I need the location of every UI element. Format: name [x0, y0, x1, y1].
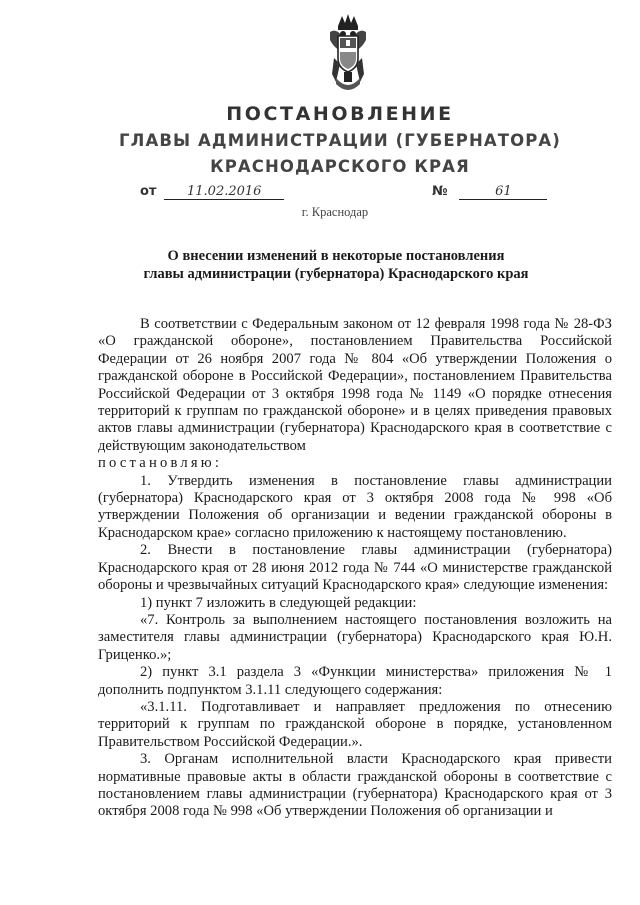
- item-2-1-paragraph: 1) пункт 7 изложить в следующей редакции:: [140, 594, 417, 611]
- date-label: от: [140, 184, 157, 199]
- item-2-2-text: «3.1.11. Подготавливает и направляет предложения по отнесению территорий к группам по гражданской обороне в порядке, установленном Правительством Российской Федерации.».: [98, 698, 612, 750]
- item-2-2-paragraph: 2) пункт 3.1 раздела 3 «Функции министерства» приложения № 1 дополнить подпунктом 3.1.11 следующего содержания:: [98, 664, 612, 698]
- document-title-line1: О внесении изменений в некоторые постановления: [167, 248, 505, 264]
- document-type-heading: ПОСТАНОВЛЕНИЕ: [226, 103, 454, 125]
- coat-of-arms-icon: [326, 12, 370, 96]
- region-heading: КРАСНОДАРСКОГО КРАЯ: [210, 157, 470, 176]
- preamble-paragraph: В соответствии с Федеральным законом от 12 февраля 1998 года № 28-ФЗ «О гражданской обороне», постановлением Правительства Российской Федерации от 26 ноября 2007 года № 804 «Об утверждении Положения о гражданской обороне в Российской Федерации», постановлением Правительства Российской Федерации от 3 октября 1998 года № 1149 «О порядке отнесения территорий к группам по гражданской обороне» и в целях приведения правовых актов главы администрации (губернатора) Краснодарского края в соответствие с действующим законодательством: [98, 316, 612, 454]
- item-2-1-text: «7. Контроль за выполнением настоящего постановления возложить на заместителя главы администрации (губернатора) Краснодарского края Ю.Н. Гриценко.»;: [98, 611, 612, 663]
- number-field: [432, 183, 547, 200]
- date-value: 11.02.2016: [164, 185, 284, 200]
- issuer-heading: ГЛАВЫ АДМИНИСТРАЦИИ (ГУБЕРНАТОРА): [119, 131, 561, 150]
- document-title-line2: главы администрации (губернатора) Краснодарского края: [143, 266, 529, 282]
- date-field: [140, 183, 284, 200]
- item-1-paragraph: 1. Утвердить изменения в постановление главы администрации (губернатора) Краснодарского края от 3 октября 2008 года № 998 «Об утверждении Положения об организации и ведении гражданской обороны в Краснодарском крае» согласно приложению к настоящему постановлению.: [98, 472, 612, 541]
- city-label: г. Краснодар: [301, 205, 369, 219]
- number-value: 61: [459, 185, 547, 200]
- document-body: [98, 316, 612, 821]
- item-2-paragraph: 2. Внести в постановление главы администрации (губернатора) Краснодарского края от 28 июня 2012 года № 744 «О министерстве гражданской обороны и чрезвычайных ситуаций Краснодарского края» следующие изменения:: [98, 542, 612, 594]
- decree-word: постановляю:: [98, 455, 223, 472]
- number-label: №: [432, 184, 448, 199]
- item-3-paragraph: 3. Органам исполнительной власти Краснодарского края привести нормативные правовые акты в области гражданской обороны в соответствие с постановлением главы администрации (губернатора) Краснодарского края от 3 октября 2008 года № 998 «Об утверждении Положения об организации и: [98, 751, 612, 820]
